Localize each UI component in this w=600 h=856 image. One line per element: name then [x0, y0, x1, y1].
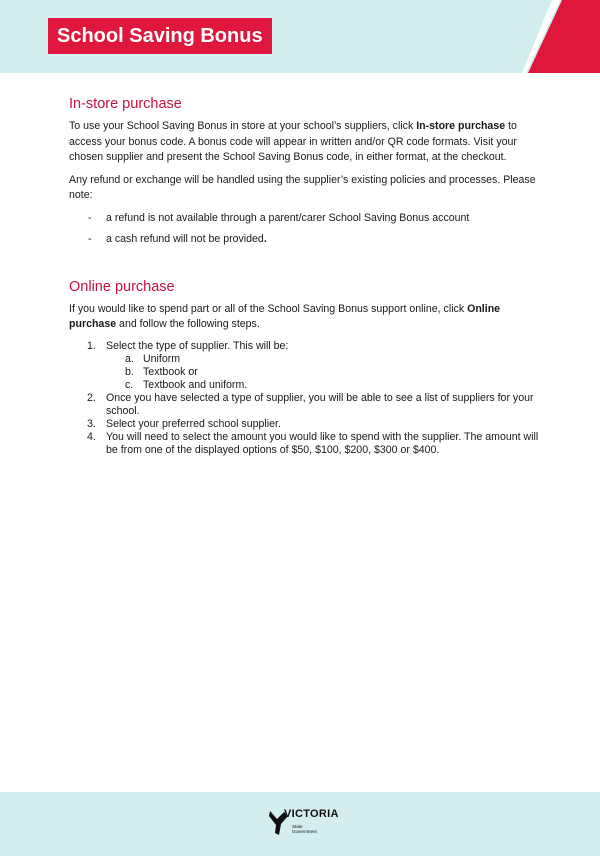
list-item: a. Uniform [125, 352, 181, 365]
online-purchase-term: Online purchase [69, 302, 501, 330]
list-item: 4. You will need to select the amount you would like to spend with the supplier. The amount will be from one of the displayed options of $50, $100, $200, $300 or $400. [87, 430, 539, 456]
online-steps-list [69, 340, 539, 457]
page-title: School Saving Bonus [48, 18, 272, 54]
logo-state: State [292, 824, 303, 829]
list-item: - a refund is not available through a parent/carer School Saving Bonus account [88, 211, 470, 224]
logo-wordmark: VICTORIA [284, 808, 339, 820]
list-item: 2. Once you have selected a type of supplier, you will be able to see a list of suppliers for your school. [87, 391, 534, 417]
victoria-government-logo [268, 807, 338, 843]
document-body [69, 95, 539, 457]
logo-government: Government [292, 829, 317, 834]
supplier-type-list [106, 353, 539, 392]
instore-paragraph-1: To use your School Saving Bonus in store at your school’s suppliers, click In-store purchase to access your bonus code. A bonus code will appear in written and/or QR code formats. Visit your chosen supplier and present the School Saving Bonus code, in either format, at the checkout. [69, 120, 517, 163]
list-item: 3. Select your preferred school supplier. [87, 417, 281, 430]
refund-notes-list [69, 211, 539, 248]
list-item: 1. Select the type of supplier. This will be: a. Uniform b. Textbook or c. Textbook and uniform. [69, 340, 539, 392]
online-paragraph-1: If you would like to spend part or all of the School Saving Bonus support online, click Online purchase and follow the following steps. [69, 302, 501, 330]
list-item: c. Textbook and uniform. [125, 378, 248, 391]
list-item: b. Textbook or [125, 365, 198, 378]
instore-paragraph-2: Any refund or exchange will be handled using the supplier’s existing policies and processes. Please note: [69, 173, 536, 201]
instore-heading: In-store purchase [69, 96, 182, 112]
corner-decoration [500, 0, 600, 73]
list-item: - a cash refund will not be provided. [88, 233, 267, 245]
online-heading: Online purchase [69, 278, 175, 295]
instore-purchase-term: In-store purchase [416, 120, 506, 132]
